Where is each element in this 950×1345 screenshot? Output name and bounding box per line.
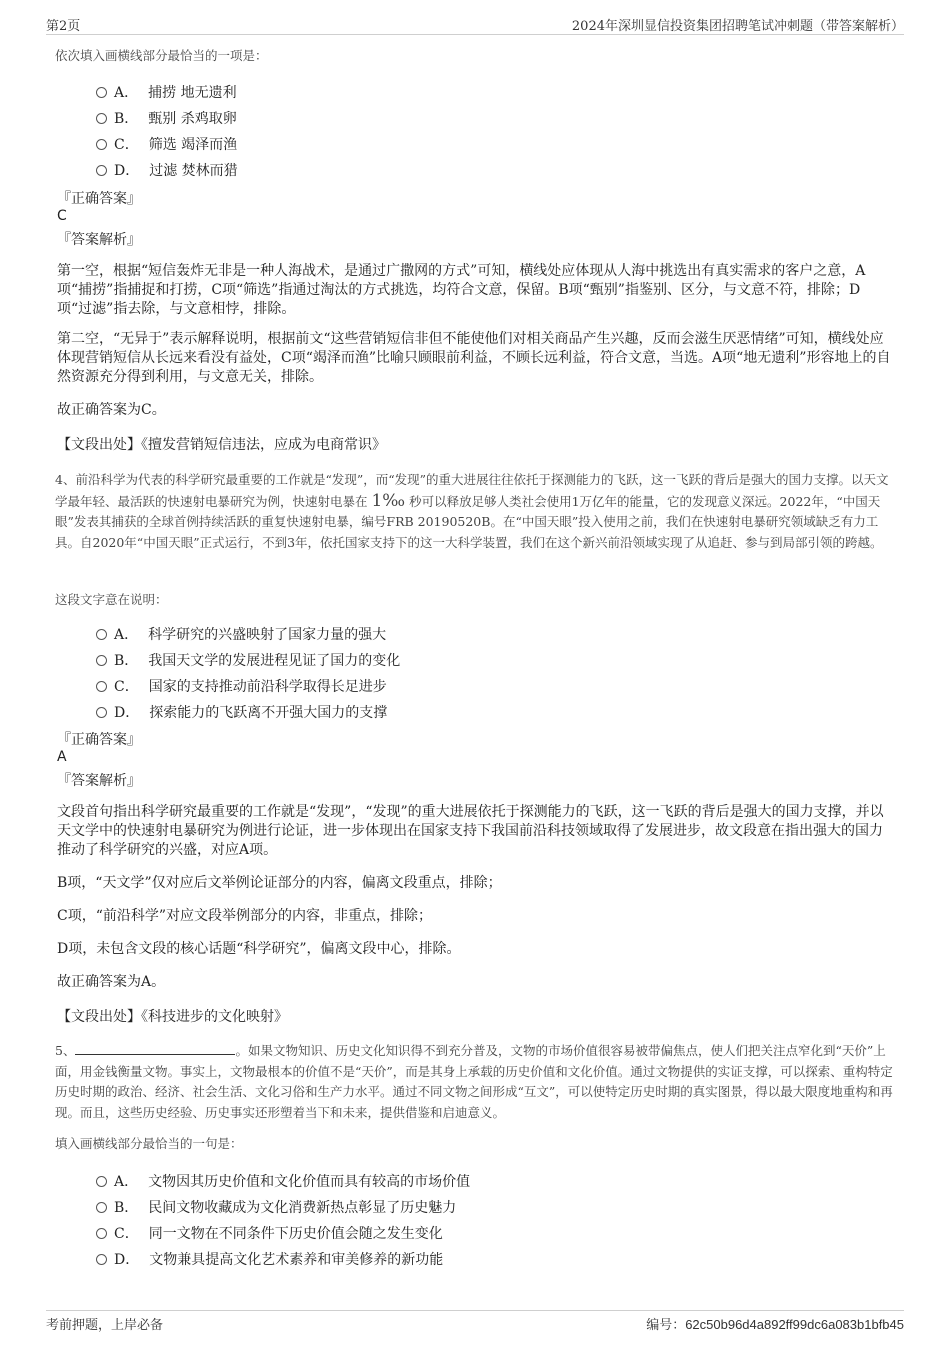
fill-in-blank [75, 1042, 235, 1055]
document-title: 2024年深圳显信投资集团招聘笔试冲刺题（带答案解析） [571, 19, 904, 34]
question-5-text: 5、 。如果文物知识、历史文化知识得不到充分普及，文物的市场价值很容易被带偏焦点，使人们把关注点窄化到“天价”上面，用金钱衡量文物。事实上，文物最根本的价值不是“天价”，而是其身上承载的历史价值和文化价值。通过文物提供的实证支撑，可以探索、重构特定历史时期的政治、经济、社会生活、文化习俗和生产力水平。通过不同文物之间形成“互文”，可以使特定历史时期的真实图景，得以最大限度地重构和再现。而且，这些历史经验、历史事实还形塑着当下和未来，提供借鉴和启迪意义。 [55, 1043, 893, 1120]
footer-slogan: 考前押题，上岸必备 [46, 1318, 164, 1333]
analysis-paragraph: 第二空，“无异于”表示解释说明，根据前文“这些营销短信非但不能使他们对相关商品产生兴趣，反而会滋生厌恶情绪”可知，横线处应体现营销短信从长远来看没有益处，C项“竭泽而渔”比喻只顾眼前利益，不顾长远利益，符合文意，当选。A项“地无遗利”形容地上的自然资源充分得到利用，与文意无关，排除。 [57, 331, 891, 385]
question-3-prompt: 依次填入画横线部分最恰当的一项是： [55, 48, 268, 63]
question-4-option-a[interactable]: A． 科学研究的兴盛映射了国家力量的强大 [96, 624, 386, 644]
question-5-option-a[interactable]: A． 文物因其历史价值和文化价值而具有较高的市场价值 [96, 1171, 470, 1191]
radio-icon[interactable] [96, 1202, 107, 1213]
analysis-paragraph: D项，未包含文段的核心话题“科学研究”，偏离文段中心，排除。 [57, 941, 461, 957]
question-5-prompt: 填入画横线部分最恰当的一句是： [55, 1136, 243, 1151]
question-4-text: 4、前沿科学为代表的科学研究最重要的工作就是“发现”，而“发现”的重大进展往往依托于探测能力的飞跃，这一飞跃的背后是强大的国力支撑。以天文学最年轻、最活跃的快速射电暴研究为例，快速射电暴在 1‰ 秒可以释放足够人类社会使用1万亿年的能量，它的发现意义深远。2022年，“中国天眼”发表其捕获的全球首例持续活跃的重复快速射电暴，编号FRB 20190520B。在“中国天眼”投入使用之前，我们在快速射电暴研究领域缺乏有力工具。自2020年“中国天眼”正式运行，不到3年，依托国家支持下的这一大科学装置，我们在这个新兴前沿领域实现了从追赶、参与到局部引领的跨越。 [55, 472, 889, 550]
answer-value: C [57, 208, 67, 224]
radio-icon[interactable] [96, 87, 107, 98]
question-4-option-b[interactable]: B． 我国天文学的发展进程见证了国力的变化 [96, 650, 400, 670]
radio-icon[interactable] [96, 629, 107, 640]
analysis-paragraph: 文段首句指出科学研究最重要的工作就是“发现”，“发现”的重大进展依托于探测能力的飞跃，这一飞跃的背后是强大的国力支撑，并以天文学中的快速射电暴研究为例进行论证，进一步体现出在国家支持下我国前沿科技领域取得了发展进步，故文段意在指出强大的国力推动了科学研究的兴盛，对应A项。 [57, 804, 884, 858]
question-3-option-c[interactable]: C． 筛选 竭泽而渔 [96, 134, 237, 154]
radio-icon[interactable] [96, 681, 107, 692]
analysis-paragraph: 第一空，根据“短信轰炸无非是一种人海战术，是通过广撒网的方式”可知，横线处应体现从人海中挑选出有真实需求的客户之意，A项“捕捞”指捕捉和打捞，C项“筛选”指通过淘汰的方式挑选，均符合文意，保留。B项“甄别”指鉴别、区分，与文意不符，排除；D项“过滤”指去除，与文意相悖，排除。 [57, 263, 866, 317]
analysis-conclusion: 故正确答案为C。 [57, 402, 166, 418]
analysis-label: 『答案解析』 [57, 773, 141, 789]
radio-icon[interactable] [96, 707, 107, 718]
analysis-label: 『答案解析』 [57, 232, 141, 248]
document-id: 编号：62c50b96d4a892ff99dc6a083b1bfb45 [646, 1317, 904, 1332]
question-4-option-c[interactable]: C． 国家的支持推动前沿科学取得长足进步 [96, 676, 387, 696]
question-4-prompt: 这段文字意在说明： [55, 592, 168, 607]
question-5-option-d[interactable]: D． 文物兼具提高文化艺术素养和审美修养的新功能 [96, 1249, 443, 1269]
question-4-option-d[interactable]: D． 探索能力的飞跃离不开强大国力的支撑 [96, 702, 387, 722]
radio-icon[interactable] [96, 113, 107, 124]
source-citation: 【文段出处】《科技进步的文化映射》 [57, 1009, 288, 1025]
question-5-option-b[interactable]: B． 民间文物收藏成为文化消费新热点彰显了历史魅力 [96, 1197, 456, 1217]
radio-icon[interactable] [96, 655, 107, 666]
radio-icon[interactable] [96, 1228, 107, 1239]
question-3-option-b[interactable]: B． 甄别 杀鸡取卵 [96, 108, 237, 128]
analysis-paragraph: C项，“前沿科学”对应文段举例部分的内容，非重点，排除； [57, 908, 433, 924]
header-rule [46, 34, 904, 35]
answer-value: A [57, 749, 67, 765]
per-mille-value: 1‰ [371, 490, 406, 511]
question-3-option-d[interactable]: D． 过滤 焚林而猎 [96, 160, 238, 180]
radio-icon[interactable] [96, 165, 107, 176]
analysis-paragraph: B项，“天文学”仅对应后文举例论证部分的内容，偏离文段重点，排除； [57, 875, 502, 891]
radio-icon[interactable] [96, 139, 107, 150]
answer-label: 『正确答案』 [57, 732, 141, 748]
question-5-option-c[interactable]: C． 同一文物在不同条件下历史价值会随之发生变化 [96, 1223, 443, 1243]
page-number: 第2页 [46, 19, 81, 34]
question-3-option-a[interactable]: A． 捕捞 地无遗利 [96, 82, 237, 102]
radio-icon[interactable] [96, 1254, 107, 1265]
analysis-conclusion: 故正确答案为A。 [57, 974, 166, 990]
radio-icon[interactable] [96, 1176, 107, 1187]
source-citation: 【文段出处】《擅发营销短信违法，应成为电商常识》 [57, 437, 386, 453]
footer-rule [46, 1310, 904, 1311]
answer-label: 『正确答案』 [57, 191, 141, 207]
